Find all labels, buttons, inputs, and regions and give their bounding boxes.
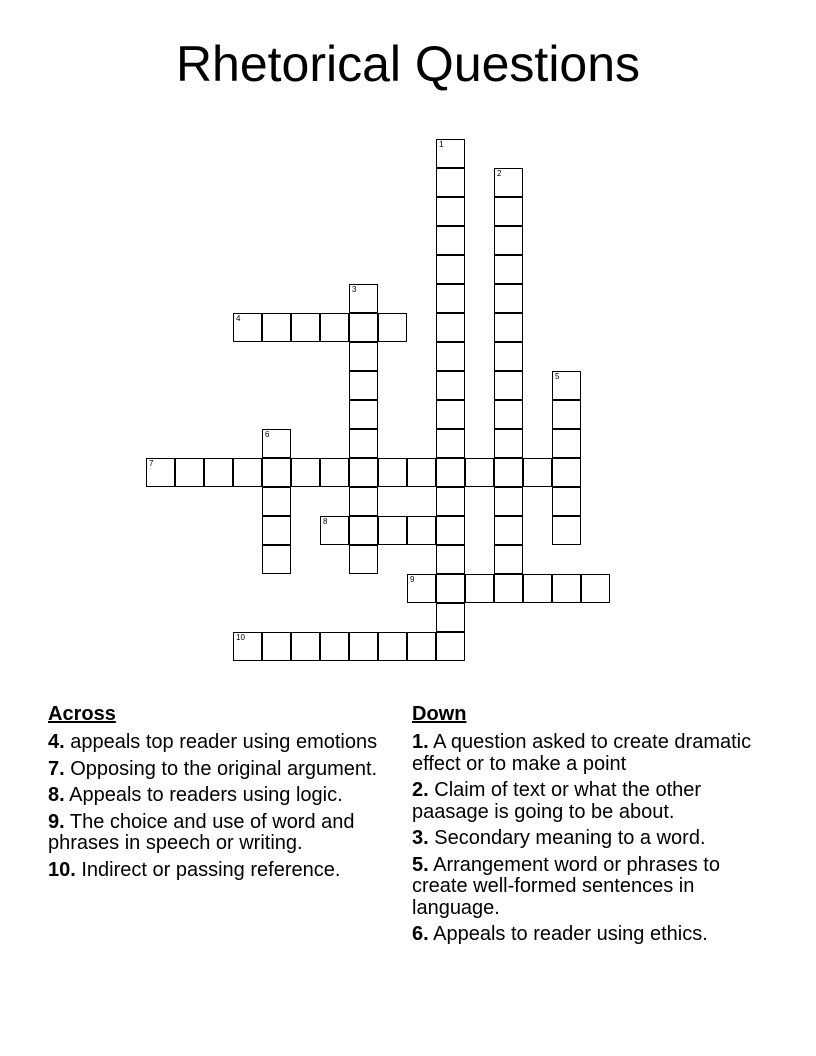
grid-cell[interactable]	[494, 429, 523, 458]
cell-number: 10	[236, 633, 245, 642]
grid-cell[interactable]	[552, 574, 581, 603]
grid-cell[interactable]	[436, 603, 465, 632]
grid-cell[interactable]	[494, 255, 523, 284]
grid-cell[interactable]	[204, 458, 233, 487]
clue-down-2: 2. Claim of text or what the other paasage is going to be about.	[412, 779, 702, 823]
grid-cell[interactable]	[436, 197, 465, 226]
grid-cell[interactable]	[436, 342, 465, 371]
grid-cell[interactable]	[552, 429, 581, 458]
cell-number: 1	[439, 140, 444, 149]
grid-cell[interactable]	[494, 458, 523, 487]
grid-cell[interactable]	[262, 313, 291, 342]
down-heading: Down	[412, 703, 467, 725]
grid-cell[interactable]	[320, 458, 349, 487]
grid-cell[interactable]	[465, 458, 494, 487]
grid-cell[interactable]	[436, 545, 465, 574]
grid-cell[interactable]	[436, 458, 465, 487]
clue-across-9: 9. The choice and use of word and phrases in speech or writing.	[48, 810, 355, 854]
cell-number: 3	[352, 285, 357, 294]
cell-number: 5	[555, 372, 560, 381]
grid-cell[interactable]	[552, 516, 581, 545]
grid-cell[interactable]	[407, 458, 436, 487]
grid-cell[interactable]	[552, 371, 581, 400]
grid-cell[interactable]	[233, 632, 262, 661]
grid-cell[interactable]	[436, 139, 465, 168]
grid-cell[interactable]	[349, 400, 378, 429]
grid-cell[interactable]	[349, 545, 378, 574]
grid-cell[interactable]	[291, 632, 320, 661]
across-heading: Across	[48, 703, 116, 725]
grid-cell[interactable]	[494, 197, 523, 226]
grid-cell[interactable]	[407, 574, 436, 603]
grid-cell[interactable]	[494, 371, 523, 400]
grid-cell[interactable]	[378, 313, 407, 342]
cell-number: 2	[497, 169, 502, 178]
grid-cell[interactable]	[378, 458, 407, 487]
grid-cell[interactable]	[436, 400, 465, 429]
grid-cell[interactable]	[349, 516, 378, 545]
grid-cell[interactable]	[494, 342, 523, 371]
grid-cell[interactable]	[523, 458, 552, 487]
puzzle-title: Rhetorical Questions	[175, 36, 641, 92]
clue-across-7: 7. Opposing to the original argument.	[48, 757, 378, 780]
grid-cell[interactable]	[291, 313, 320, 342]
grid-cell[interactable]	[320, 313, 349, 342]
grid-cell[interactable]	[262, 632, 291, 661]
grid-cell[interactable]	[262, 516, 291, 545]
grid-cell[interactable]	[233, 458, 262, 487]
grid-cell[interactable]	[262, 545, 291, 574]
grid-cell[interactable]	[349, 313, 378, 342]
clue-across-8: 8. Appeals to readers using logic.	[48, 784, 343, 806]
grid-cell[interactable]	[494, 226, 523, 255]
grid-cell[interactable]	[175, 458, 204, 487]
grid-cell[interactable]	[436, 487, 465, 516]
grid-cell[interactable]	[349, 284, 378, 313]
grid-cell[interactable]	[378, 632, 407, 661]
grid-cell[interactable]	[262, 429, 291, 458]
grid-cell[interactable]	[407, 516, 436, 545]
grid-cell[interactable]	[436, 313, 465, 342]
grid-cell[interactable]	[436, 429, 465, 458]
grid-cell[interactable]	[436, 226, 465, 255]
grid-cell[interactable]	[349, 632, 378, 661]
clue-down-3: 3. Secondary meaning to a word.	[412, 827, 706, 849]
grid-cell[interactable]	[349, 371, 378, 400]
grid-cell[interactable]	[349, 458, 378, 487]
grid-cell[interactable]	[378, 516, 407, 545]
cell-number: 8	[323, 517, 328, 526]
grid-cell[interactable]	[494, 168, 523, 197]
grid-cell[interactable]	[494, 313, 523, 342]
grid-cell[interactable]	[436, 255, 465, 284]
grid-cell[interactable]	[494, 284, 523, 313]
clue-down-6: 6. Appeals to reader using ethics.	[412, 923, 708, 945]
grid-cell[interactable]	[436, 574, 465, 603]
across-clues	[48, 702, 388, 886]
grid-cell[interactable]	[465, 574, 494, 603]
grid-cell[interactable]	[494, 574, 523, 603]
grid-cell[interactable]	[494, 487, 523, 516]
grid-cell[interactable]	[436, 371, 465, 400]
grid-cell[interactable]	[320, 516, 349, 545]
grid-cell[interactable]	[494, 545, 523, 574]
down-clues	[412, 702, 772, 951]
grid-cell[interactable]	[291, 458, 320, 487]
grid-cell[interactable]	[436, 284, 465, 313]
grid-cell[interactable]	[494, 400, 523, 429]
cell-number: 7	[149, 459, 154, 468]
grid-cell[interactable]	[523, 574, 552, 603]
grid-cell[interactable]	[233, 313, 262, 342]
grid-cell[interactable]	[407, 632, 436, 661]
grid-cell[interactable]	[552, 487, 581, 516]
grid-cell[interactable]	[262, 458, 291, 487]
grid-cell[interactable]	[320, 632, 349, 661]
grid-cell[interactable]	[349, 429, 378, 458]
cell-number: 4	[236, 314, 241, 323]
grid-cell[interactable]	[494, 516, 523, 545]
grid-cell[interactable]	[552, 458, 581, 487]
grid-cell[interactable]	[436, 516, 465, 545]
grid-cell[interactable]	[146, 458, 175, 487]
cell-number: 6	[265, 430, 270, 439]
grid-cell[interactable]	[581, 574, 610, 603]
clue-across-10: 10. Indirect or passing reference.	[48, 858, 341, 881]
grid-cell[interactable]	[262, 487, 291, 516]
clue-down-1: 1. A question asked to create dramatic effect or to make a point	[412, 731, 752, 775]
grid-cell[interactable]	[436, 632, 465, 661]
cell-number: 9	[410, 575, 415, 584]
grid-cell[interactable]	[349, 342, 378, 371]
clue-across-4: 4. appeals top reader using emotions	[48, 731, 378, 753]
grid-cell[interactable]	[552, 400, 581, 429]
grid-cell[interactable]	[436, 168, 465, 197]
grid-cell[interactable]	[349, 487, 378, 516]
clue-down-5: 5. Arrangement word or phrases to create well-formed sentences in language.	[412, 853, 720, 919]
